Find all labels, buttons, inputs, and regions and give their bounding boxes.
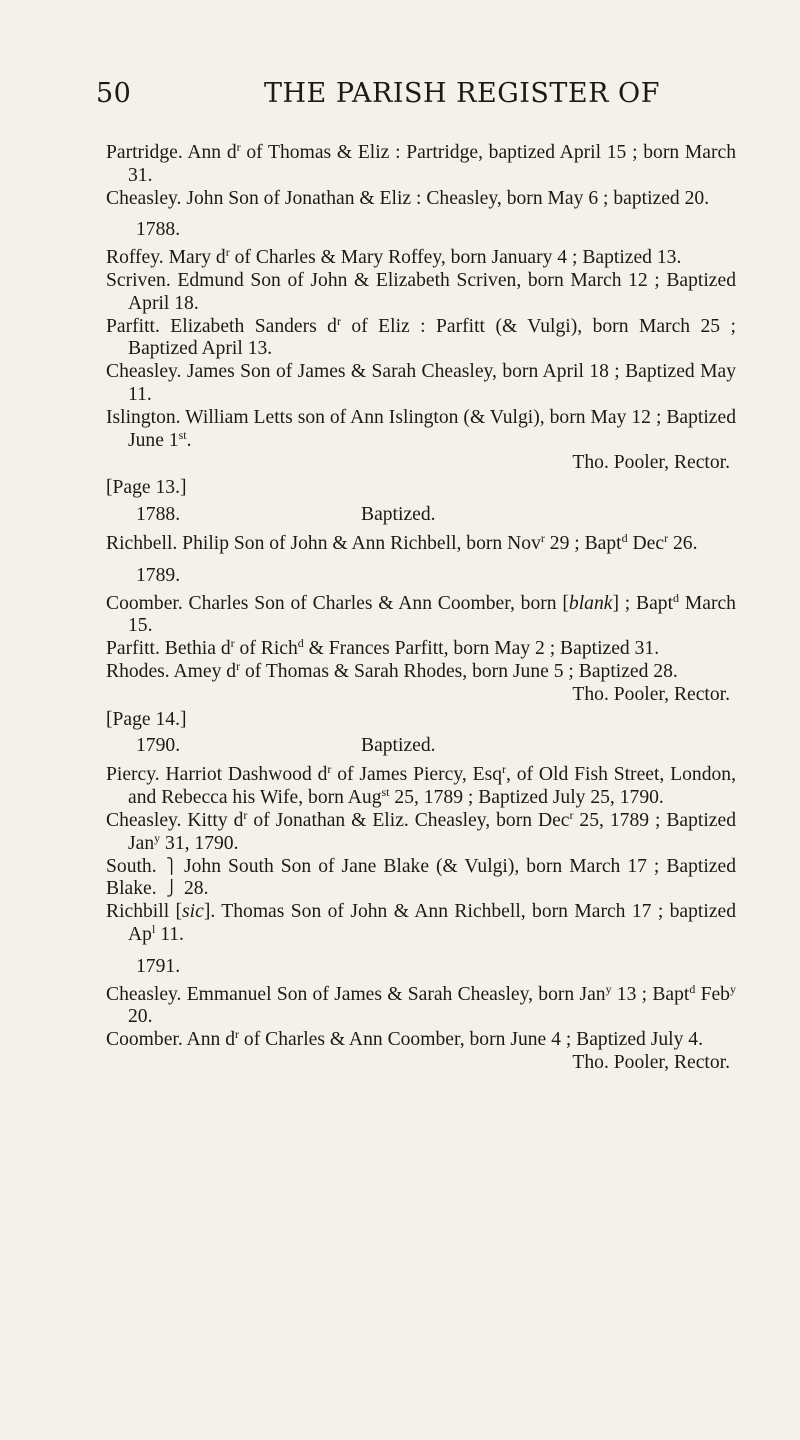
register-entry: Richbill [sic]. Thomas Son of John & Ann Richbell, born March 17 ; baptized Ap$^l$ 11.: [106, 901, 737, 945]
register-entry: Coomber. Ann $d^r$ of Charles & Ann Coomber, born June 4 ; Baptized July 4.: [106, 1027, 703, 1051]
brace-icon: ⎫ ⎭: [166, 858, 178, 898]
section-label: Baptized.: [361, 503, 436, 525]
section-label: Baptized.: [361, 735, 436, 757]
page-title: THE PARISH REGISTER OF: [264, 78, 660, 109]
year-heading: 1788.: [136, 219, 181, 241]
register-entry: Islington. William Letts son of Ann Islington (& Vulgi), born May 12 ; Baptized June 1st.: [106, 406, 736, 451]
rector-signature: Tho. Pooler, Rector.: [572, 1051, 730, 1073]
rector-signature: Tho. Pooler, Rector.: [572, 683, 730, 705]
register-entry: Rhodes. Amey $d^r$ of Thomas & Sarah Rhodes, born June 5 ; Baptized 28.: [106, 658, 678, 682]
register-entry: Piercy. Harriot Dashwood $d^r$ of James Piercy, Esq$^r$, of Old Fish Street, London, and Rebecca his Wife, born Aug$^{st}$ 25, 1789 ; Baptized July 25, 1790.: [106, 762, 736, 809]
page-reference: [Page 13.]: [106, 477, 187, 499]
register-entry: Roffey. Mary $d^r$ of Charles & Mary Roffey, born January 4 ; Baptized 13.: [106, 245, 682, 269]
register-entry: Richbell. Philip Son of John & Ann Richbell, born Nov$^r$ 29 ; Bapt$^d$ Dec$^r$ 26.: [106, 530, 698, 554]
register-entry: Scriven. Edmund Son of John & Elizabeth Scriven, born March 12 ; Baptized April 18.: [106, 269, 736, 314]
register-entry-braced: [106, 856, 736, 902]
rector-signature: Tho. Pooler, Rector.: [572, 452, 730, 474]
braced-entry-text: John South Son of Jane Blake (& Vulgi), born March 17 ; Baptized 28.: [184, 855, 736, 900]
register-entry: Parfitt. Elizabeth Sanders $d^r$ of Eliz : Parfitt (& Vulgi), born March 25 ; Baptized April 13.: [106, 313, 736, 360]
register-entry: Coomber. Charles Son of Charles & Ann Coomber, born [blank] ; Bapt$^d$ March 15.: [106, 590, 736, 637]
register-body: [106, 142, 736, 1075]
page-number: 50: [96, 78, 132, 109]
year-heading: 1791.: [136, 955, 181, 977]
register-entry: Parfitt. Bethia $d^r$ of Rich$^d$ & Frances Parfitt, born May 2 ; Baptized 31.: [106, 636, 660, 660]
page-reference: [Page 14.]: [106, 708, 187, 730]
register-entry: Partridge. Ann $d^r$ of Thomas & Eliz : Partridge, baptized April 15 ; born March 31.: [106, 140, 736, 186]
section-year: 1788.: [136, 503, 181, 525]
register-entry: Cheasley. John Son of Jonathan & Eliz : Cheasley, born May 6 ; baptized 20.: [106, 187, 710, 209]
section-year: 1790.: [136, 735, 181, 757]
register-entry: Cheasley. Kitty $d^r$ of Jonathan & Eliz. Cheasley, born Dec$^r$ 25, 1789 ; Baptized Jan$^y$ 31, 1790.: [106, 807, 736, 854]
braced-surnames: South. Blake.: [106, 855, 157, 900]
register-entry: Cheasley. Emmanuel Son of James & Sarah Cheasley, born Jan$^y$ 13 ; Bapt$^d$ Feb$^y$ 20.: [106, 981, 736, 1028]
register-entry: Cheasley. James Son of James & Sarah Cheasley, born April 18 ; Baptized May 11.: [106, 361, 736, 405]
section-heading: [106, 735, 736, 758]
year-heading: 1789.: [136, 564, 181, 586]
section-heading: [106, 504, 736, 527]
